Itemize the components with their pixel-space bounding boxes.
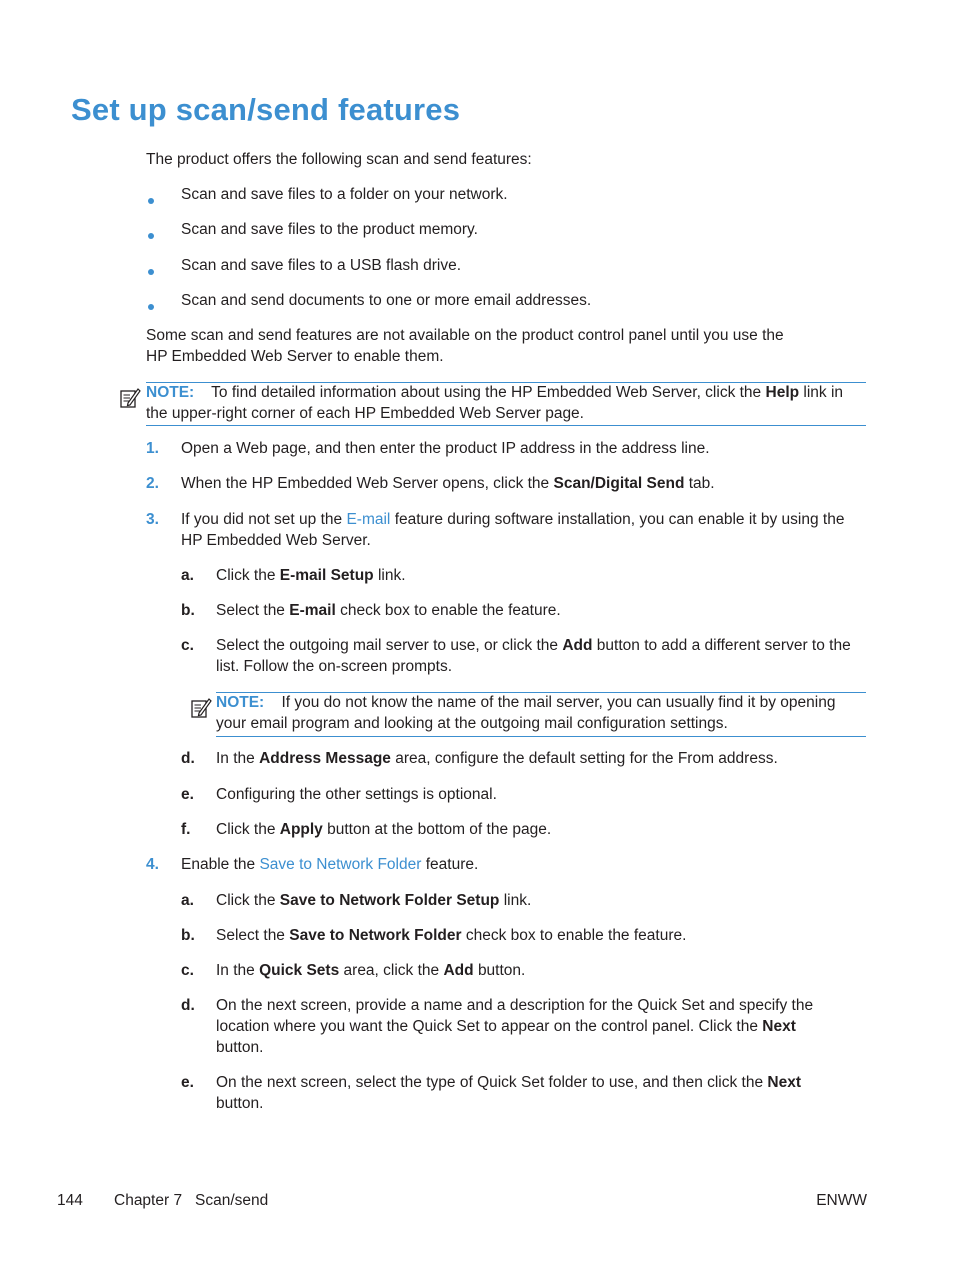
step-number: 3. xyxy=(146,511,159,528)
substep-letter: d. xyxy=(181,750,195,767)
list-item: Scan and save files to a folder on your network. xyxy=(181,186,508,203)
bullet-icon xyxy=(148,304,154,310)
substep-text: On the next screen, select the type of Quick Set folder to use, and then click the Next xyxy=(216,1074,802,1091)
substep-text: Configuring the other settings is optional. xyxy=(216,786,497,803)
substep-letter: d. xyxy=(181,997,195,1014)
substep-text: Click the E-mail Setup link. xyxy=(216,567,406,584)
substep-text: Select the Save to Network Folder check box to enable the feature. xyxy=(216,927,687,944)
substep-letter: c. xyxy=(181,637,194,654)
step-text: Open a Web page, and then enter the product IP address in the address line. xyxy=(181,440,710,457)
substep-text: In the Address Message area, configure the default setting for the From address. xyxy=(216,750,778,767)
substep-text: Click the Save to Network Folder Setup link. xyxy=(216,892,532,909)
step-text-line-2: HP Embedded Web Server. xyxy=(181,532,371,549)
note-line-2: the upper-right corner of each HP Embedded Web Server page. xyxy=(146,405,584,422)
substep-letter: c. xyxy=(181,962,194,979)
step-text: If you did not set up the E-mail feature during software installation, you can enable it by using the xyxy=(181,511,845,528)
step-number: 4. xyxy=(146,856,159,873)
bullet-icon xyxy=(148,233,154,239)
step-text: Enable the Save to Network Folder feature. xyxy=(181,856,479,873)
intro-text: The product offers the following scan and send features: xyxy=(146,151,532,168)
substep-letter: e. xyxy=(181,1074,194,1091)
substep-text: On the next screen, provide a name and a description for the Quick Set and specify the xyxy=(216,997,814,1014)
note-bottom-rule xyxy=(216,736,866,737)
substep-text-line-2: list. Follow the on-screen prompts. xyxy=(216,658,453,675)
substep-text: In the Quick Sets area, click the Add button. xyxy=(216,962,526,979)
list-item: Scan and save files to a USB flash drive. xyxy=(181,257,462,274)
note-bottom-rule xyxy=(146,425,866,426)
substep-text-line-3: button. xyxy=(216,1039,264,1056)
page-title: Set up scan/send features xyxy=(71,92,461,127)
substep-letter: a. xyxy=(181,892,194,909)
substep-letter: b. xyxy=(181,927,195,944)
note-icon xyxy=(189,696,213,720)
availability-line-2: HP Embedded Web Server to enable them. xyxy=(146,348,444,365)
list-item: Scan and send documents to one or more email addresses. xyxy=(181,292,592,309)
substep-text-line-2: button. xyxy=(216,1095,264,1112)
substep-text: Select the E-mail check box to enable the feature. xyxy=(216,602,561,619)
availability-line-1: Some scan and send features are not available on the product control panel until you use the xyxy=(146,327,784,344)
note-line-2: your email program and looking at the outgoing mail configuration settings. xyxy=(216,715,728,732)
save-to-network-folder-link[interactable]: Save to Network Folder xyxy=(259,856,422,873)
substep-text-line-2: location where you want the Quick Set to appear on the control panel. Click the Next xyxy=(216,1018,796,1035)
note-icon xyxy=(118,386,142,410)
note-label: NOTE: xyxy=(216,694,265,711)
note-line-1: NOTE: If you do not know the name of the mail server, you can usually find it by opening xyxy=(216,694,836,711)
substep-text: Click the Apply button at the bottom of the page. xyxy=(216,821,552,838)
note-label: NOTE: xyxy=(146,384,195,401)
substep-letter: f. xyxy=(181,821,191,838)
step-text: When the HP Embedded Web Server opens, click the Scan/Digital Send tab. xyxy=(181,475,715,492)
step-number: 1. xyxy=(146,440,159,457)
substep-text: Select the outgoing mail server to use, or click the Add button to add a different server to the xyxy=(216,637,851,654)
email-link[interactable]: E-mail xyxy=(346,511,391,528)
substep-letter: a. xyxy=(181,567,194,584)
note-line-1: NOTE: To find detailed information about using the HP Embedded Web Server, click the Help link in xyxy=(146,384,844,401)
bullet-icon xyxy=(148,269,154,275)
footer-right: ENWW xyxy=(816,1192,867,1209)
step-number: 2. xyxy=(146,475,159,492)
page-number: 144 xyxy=(57,1192,83,1209)
bullet-icon xyxy=(148,198,154,204)
list-item: Scan and save files to the product memory. xyxy=(181,221,478,238)
substep-letter: e. xyxy=(181,786,194,803)
chapter-label: Chapter 7 Scan/send xyxy=(114,1192,269,1209)
substep-letter: b. xyxy=(181,602,195,619)
